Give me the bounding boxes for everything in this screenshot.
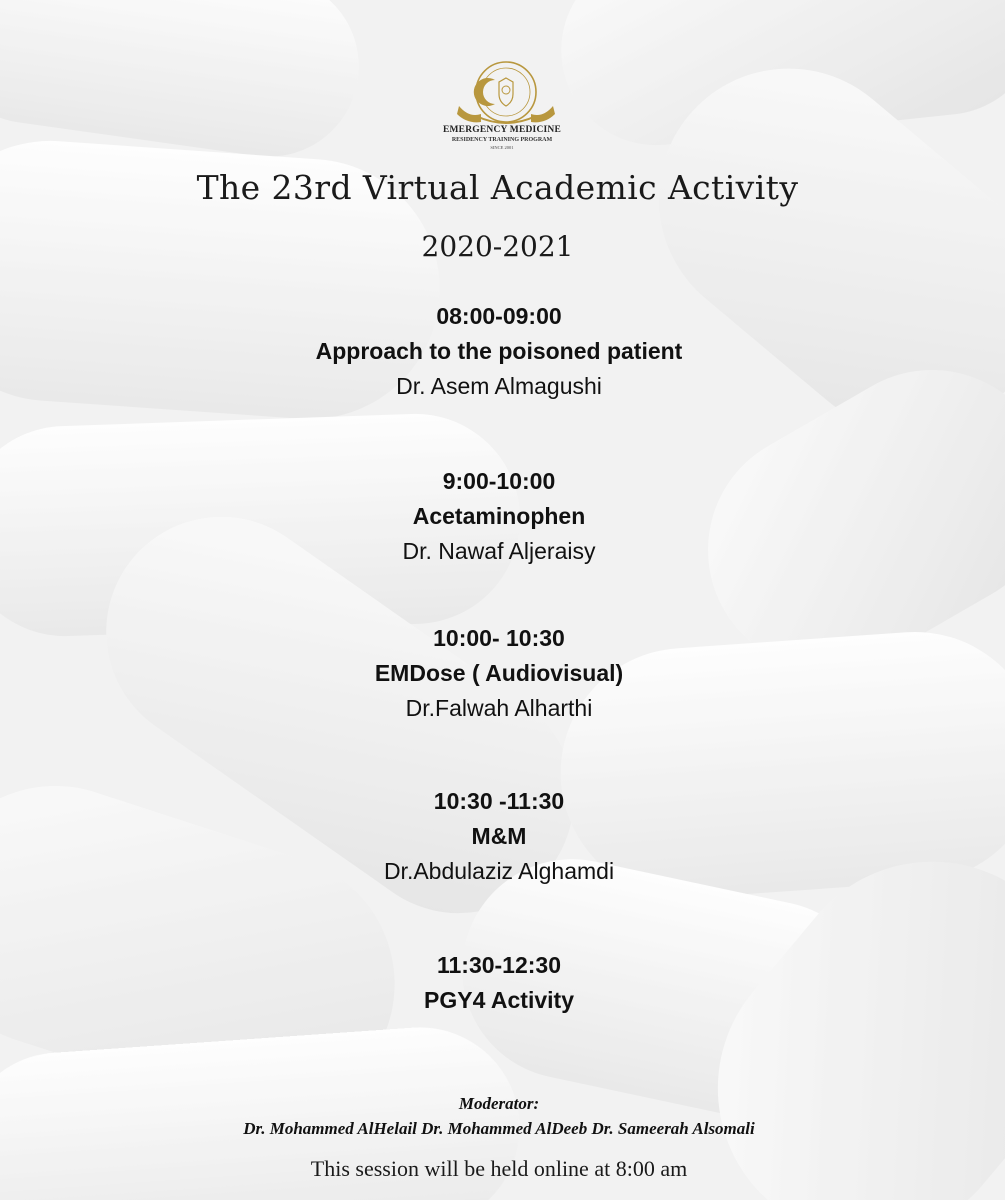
program-name: EMERGENCY MEDICINE (442, 125, 562, 135)
moderator-label: Moderator: (458, 1094, 540, 1113)
session-topic: M&M (471, 823, 527, 849)
session-topic: Approach to the poisoned patient (315, 338, 683, 364)
session-speaker: Dr.Falwah Alharthi (405, 695, 593, 721)
session-block (0, 299, 998, 404)
session-time: 10:00- 10:30 (433, 625, 565, 651)
moderator-names: Dr. Mohammed AlHelail Dr. Mohammed AlDeeb Dr. Sameerah Alsomali (243, 1119, 755, 1138)
online-session-note: This session will be held online at 8:00 am (310, 1156, 688, 1181)
session-block (0, 621, 998, 726)
program-subtitle: RESIDENCY TRAINING PROGRAM (451, 137, 553, 143)
session-time: 08:00-09:00 (436, 303, 562, 329)
session-block (0, 464, 998, 569)
session-speaker: Dr. Nawaf Aljeraisy (402, 538, 596, 564)
session-time: 9:00-10:00 (442, 468, 556, 494)
academic-year: 2020-2021 (421, 230, 574, 263)
session-topic: Acetaminophen (412, 503, 586, 529)
session-speaker: Dr.Abdulaziz Alghamdi (383, 858, 615, 884)
session-block (0, 784, 998, 889)
session-speaker: Dr. Asem Almagushi (396, 373, 602, 399)
program-emblem-logo (451, 58, 561, 158)
session-topic: PGY4 Activity (424, 987, 574, 1013)
session-time: 10:30 -11:30 (433, 788, 565, 814)
session-topic: EMDose ( Audiovisual) (374, 660, 624, 686)
session-block (0, 948, 998, 1018)
session-time: 11:30-12:30 (436, 952, 562, 978)
program-since: SINCE 2001 (490, 145, 514, 150)
page-title: The 23rd Virtual Academic Activity (196, 168, 799, 207)
